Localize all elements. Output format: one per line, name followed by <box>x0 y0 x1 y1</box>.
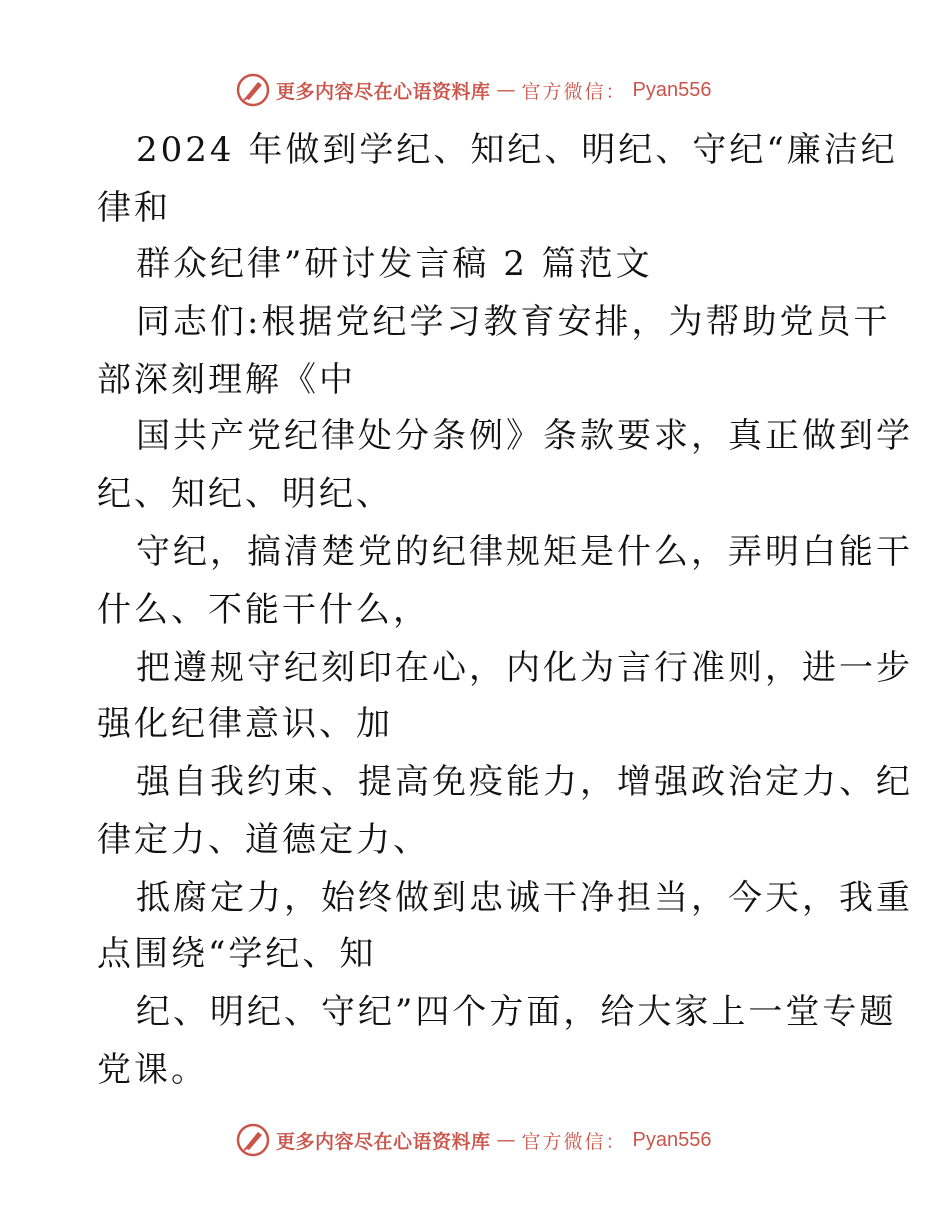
text-line: 点围绕“学纪、知 <box>97 934 377 974</box>
banner-text: 更多内容尽在心语资料库 <box>276 1130 491 1153</box>
banner-wechat-label: 官方微信： <box>521 1130 627 1153</box>
text-line: 律定力、道德定力、 <box>97 820 430 860</box>
text-line: 守纪，搞清楚党的纪律规矩是什么，弄明白能干 <box>136 532 913 572</box>
footer-banner <box>236 1122 712 1158</box>
text-line: 国共产党纪律处分条例》条款要求，真正做到学 <box>136 416 913 456</box>
text-line: 强化纪律意识、加 <box>97 704 393 744</box>
banner-separator: — <box>496 79 516 101</box>
text-line: 纪、知纪、明纪、 <box>97 474 393 514</box>
text-line: 部深刻理解《中 <box>97 360 356 400</box>
text-line: 抵腐定力，始终做到忠诚干净担当，今天，我重 <box>136 878 913 918</box>
title-line-1: 2024 年做到学纪、知纪、明纪、守纪“廉洁纪 <box>136 130 898 170</box>
text-line: 什么、不能干什么， <box>97 590 430 630</box>
banner-wechat-id: Pyan556 <box>632 1128 712 1151</box>
banner-text: 更多内容尽在心语资料库 <box>276 80 491 103</box>
header-banner <box>236 72 712 108</box>
banner-wechat-id: Pyan556 <box>632 78 712 101</box>
text-line: 党课。 <box>97 1050 208 1090</box>
title-line-3: 群众纪律”研讨发言稿 2 篇范文 <box>136 244 653 284</box>
title-line-2: 律和 <box>97 188 171 228</box>
banner-separator: — <box>496 1129 516 1151</box>
text-line: 同志们:根据党纪学习教育安排，为帮助党员干 <box>136 302 891 342</box>
quill-logo-icon <box>236 1123 270 1157</box>
banner-wechat-label: 官方微信： <box>521 80 627 103</box>
quill-logo-icon <box>236 73 270 107</box>
text-line: 强自我约束、提高免疫能力，增强政治定力、纪 <box>136 762 913 802</box>
text-line: 把遵规守纪刻印在心，内化为言行准则，进一步 <box>136 648 913 688</box>
text-line: 纪、明纪、守纪”四个方面，给大家上一堂专题 <box>136 992 897 1032</box>
